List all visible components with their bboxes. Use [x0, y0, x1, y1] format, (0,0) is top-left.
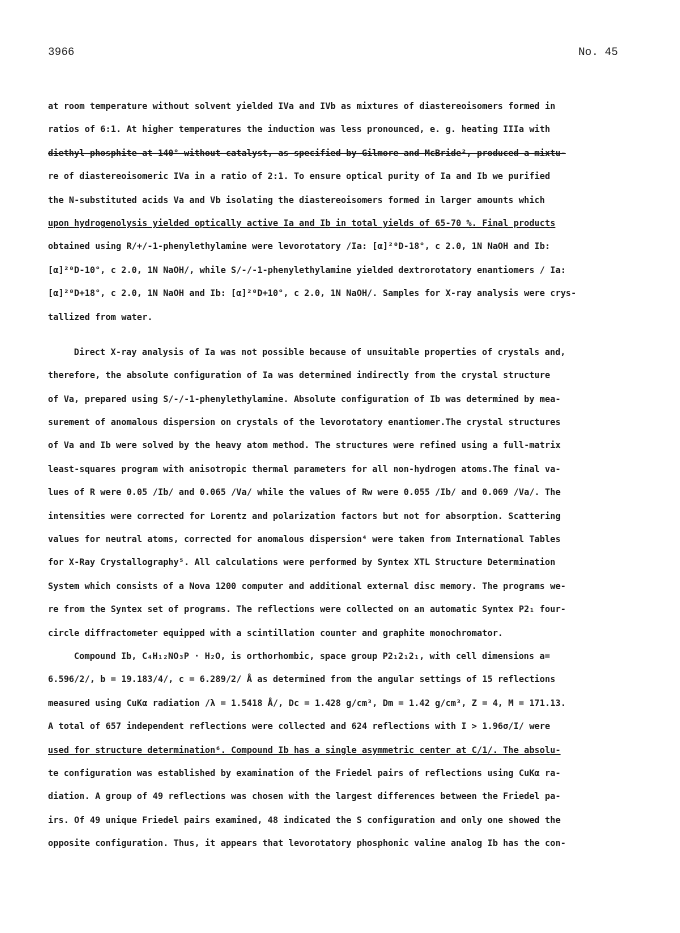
text-line: of Va and Ib were solved by the heavy atom method. The structures were refined using a full-matrix	[48, 441, 561, 452]
text-line: measured using CuKα radiation /λ = 1.5418 Å/, Dc = 1.428 g/cm³, Dm = 1.42 g/cm³, Z = 4, M = 171.13.	[48, 698, 566, 709]
article-body	[48, 96, 632, 857]
text-line: ratios of 6:1. At higher temperatures the induction was less pronounced, e. g. heating IIIa with	[48, 125, 551, 136]
text-line: lues of R were 0.05 /Ib/ and 0.065 /Va/ while the values of Rw were 0.055 /Ib/ and 0.069 /Va/. The	[48, 488, 561, 499]
page-header	[48, 47, 618, 63]
text-line: obtained using R/+/-1-phenylethylamine were levorotatory /Ia: [α]²⁰D-18°, c 2.0, 1N NaOH and Ib:	[48, 242, 551, 253]
text-line: Compound Ib, C₄H₁₂NO₃P · H₂O, is orthorhombic, space group P2₁2₁2₁, with cell dimensions a=	[74, 651, 550, 662]
text-line: [α]²⁰D-10°, c 2.0, 1N NaOH/, while S/-/-1-phenylethylamine yielded dextrorotatory enantiomers / Ia:	[48, 265, 566, 276]
text-line: [α]²⁰D+18°, c 2.0, 1N NaOH and Ib: [α]²⁰D+10°, c 2.0, 1N NaOH/. Samples for X-ray analysis were crys-	[48, 289, 577, 300]
text-line: values for neutral atoms, corrected for anomalous dispersion⁴ were taken from International Tables	[48, 535, 561, 546]
text-line: Direct X-ray analysis of Ia was not possible because of unsuitable properties of crystals and,	[74, 347, 566, 358]
text-line: 6.596/2/, b = 19.183/4/, c = 6.289/2/ Å as determined from the angular settings of 15 reflections	[48, 675, 556, 686]
text-line: irs. Of 49 unique Friedel pairs examined, 48 indicated the S configuration and only one showed the	[48, 815, 561, 826]
text-line: opposite configuration. Thus, it appears that levorotatory phosphonic valine analog Ib has the con-	[48, 839, 566, 850]
text-line: tallized from water.	[48, 312, 153, 323]
text-line: least-squares program with anisotropic thermal parameters for all non-hydrogen atoms.The final va-	[48, 464, 561, 475]
text-line: surement of anomalous dispersion on crystals of the levorotatory enantiomer.The crystal structures	[48, 418, 561, 429]
text-line: at room temperature without solvent yielded IVa and IVb as mixtures of diastereoisomers formed in	[48, 102, 556, 112]
text-line: re from the Syntex set of programs. The reflections were collected on an automatic Syntex P2₁ four-	[48, 605, 566, 616]
text-line: A total of 657 independent reflections were collected and 624 reflections with I > 1.96σ/I/ were	[48, 722, 551, 733]
text-line: circle diffractometer equipped with a scintillation counter and graphite monochromator.	[48, 628, 504, 639]
text-line: te configuration was established by examination of the Friedel pairs of reflections using CuKα ra-	[48, 768, 561, 779]
paragraph-compound-ib	[48, 646, 632, 857]
paragraph-synthesis	[48, 96, 632, 330]
text-line: diethyl phosphite at 140° without catalyst, as specified by Gilmore and McBride², produced a mixtu-	[48, 148, 566, 159]
paragraph-xray-method	[48, 342, 632, 646]
text-line: intensities were corrected for Lorentz and polarization factors but not for absorption. Scattering	[48, 511, 561, 522]
text-line: the N-substituted acids Va and Vb isolating the diastereoisomers formed in larger amounts which	[48, 195, 545, 206]
text-line: therefore, the absolute configuration of Ia was determined indirectly from the crystal structure	[48, 371, 551, 382]
text-line: used for structure determination⁶. Compound Ib has a single asymmetric center at C/1/. The absolu-	[48, 745, 561, 756]
text-line: re of diastereoisomeric IVa in a ratio of 2:1. To ensure optical purity of Ia and Ib we purified	[48, 172, 551, 183]
page-number: 3966	[48, 47, 75, 59]
text-line: for X-Ray Crystallography⁵. All calculations were performed by Syntex XTL Structure Determination	[48, 558, 556, 569]
journal-issue-number: No. 45	[578, 47, 618, 59]
text-line: upon hydrogenolysis yielded optically active Ia and Ib in total yields of 65-70 %. Final products	[48, 218, 556, 229]
text-line: diation. A group of 49 reflections was chosen with the largest differences between the Friedel pa-	[48, 792, 561, 803]
text-line: System which consists of a Nova 1200 computer and additional external disc memory. The programs we-	[48, 581, 566, 592]
text-line: of Va, prepared using S/-/-1-phenylethylamine. Absolute configuration of Ib was determined by mea-	[48, 394, 561, 405]
